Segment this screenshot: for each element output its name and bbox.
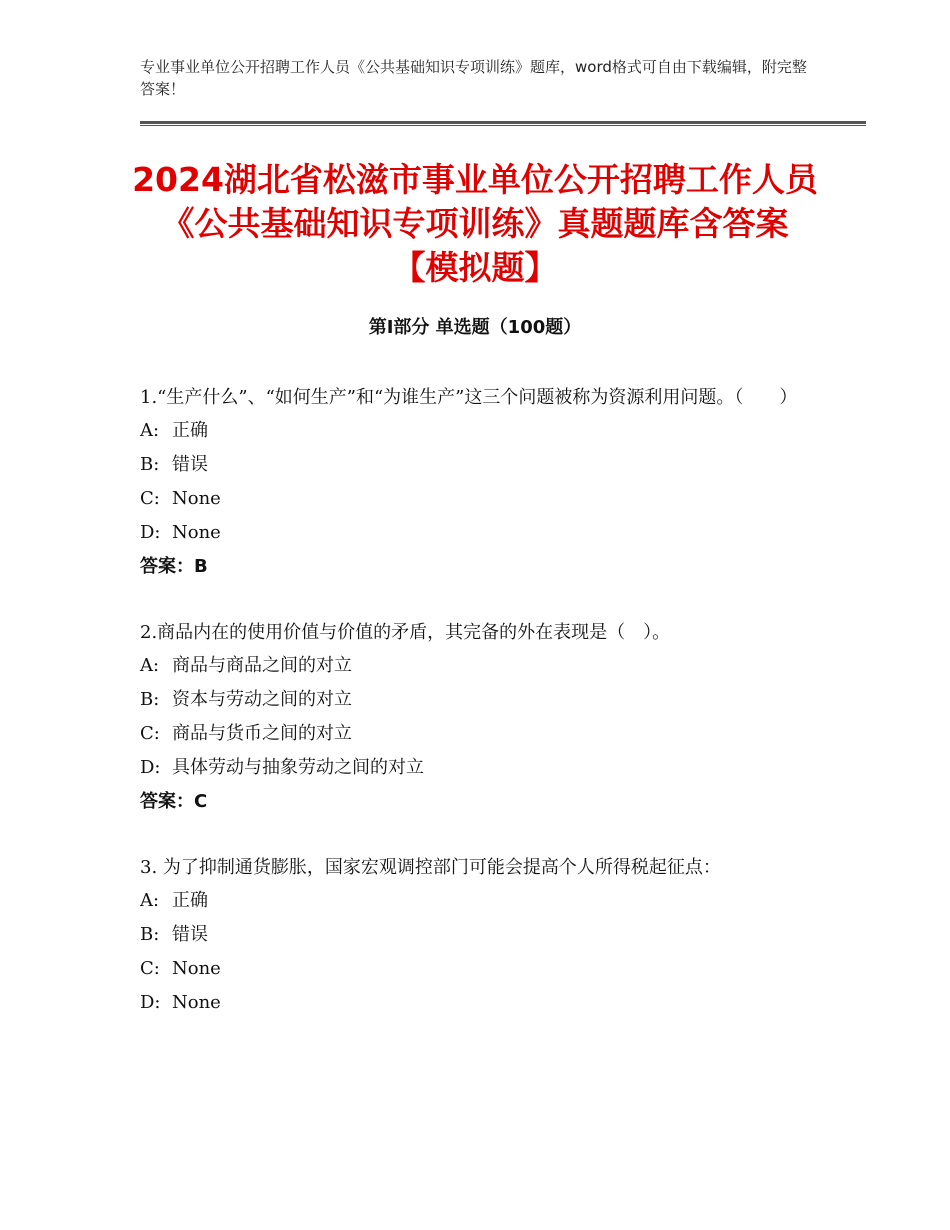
option-label: A: <box>140 655 160 676</box>
option-label: D: <box>140 522 161 543</box>
question-stem: 2.商品内在的使用价值与价值的矛盾，其完备的外在表现是（ ）。 <box>140 622 671 643</box>
option-label: B: <box>140 689 160 710</box>
option-d <box>140 516 810 550</box>
question-list <box>140 382 810 1053</box>
option-d <box>140 751 810 785</box>
option-text: None <box>172 522 221 543</box>
header-note: 专业事业单位公开招聘工作人员《公共基础知识专项训练》题库，word格式可自由下载编辑，附完整答案！ <box>140 58 807 98</box>
option-c <box>140 717 810 751</box>
answer-line: 答案：B <box>140 556 208 577</box>
option-c <box>140 952 810 986</box>
document-title: 2024湖北省松滋市事业单位公开招聘工作人员《公共基础知识专项训练》真题题库含答案【模拟题】 <box>132 160 818 287</box>
option-text: 错误 <box>172 924 208 945</box>
answer-line: 答案：C <box>140 791 208 812</box>
question-2 <box>140 617 810 819</box>
option-label: C: <box>140 723 160 744</box>
option-label: C: <box>140 958 160 979</box>
option-text: 正确 <box>172 420 208 441</box>
option-text: None <box>172 992 221 1013</box>
option-label: B: <box>140 924 160 945</box>
option-label: C: <box>140 488 160 509</box>
option-text: None <box>172 488 221 509</box>
option-label: A: <box>140 420 160 441</box>
question-stem: 1.“生产什么”、“如何生产”和“为谁生产”这三个问题被称为资源利用问题。（ ） <box>140 387 798 408</box>
option-b <box>140 918 810 952</box>
option-b <box>140 448 810 482</box>
option-label: D: <box>140 992 161 1013</box>
question-3 <box>140 852 810 1020</box>
option-label: B: <box>140 454 160 475</box>
question-1 <box>140 382 810 584</box>
option-text: 商品与商品之间的对立 <box>172 655 352 676</box>
option-text: 商品与货币之间的对立 <box>172 723 352 744</box>
option-d <box>140 986 810 1020</box>
option-b <box>140 683 810 717</box>
option-text: 资本与劳动之间的对立 <box>172 689 352 710</box>
option-label: A: <box>140 890 160 911</box>
option-text: 错误 <box>172 454 208 475</box>
option-text: 正确 <box>172 890 208 911</box>
option-c <box>140 482 810 516</box>
option-a <box>140 649 810 683</box>
option-a <box>140 884 810 918</box>
option-text: None <box>172 958 221 979</box>
header-divider <box>140 121 866 126</box>
section-heading: 第Ⅰ部分 单选题（100题） <box>368 317 582 338</box>
option-label: D: <box>140 757 161 778</box>
option-text: 具体劳动与抽象劳动之间的对立 <box>172 757 424 778</box>
option-a <box>140 414 810 448</box>
question-stem: 3. 为了抑制通货膨胀，国家宏观调控部门可能会提高个人所得税起征点： <box>140 857 721 878</box>
